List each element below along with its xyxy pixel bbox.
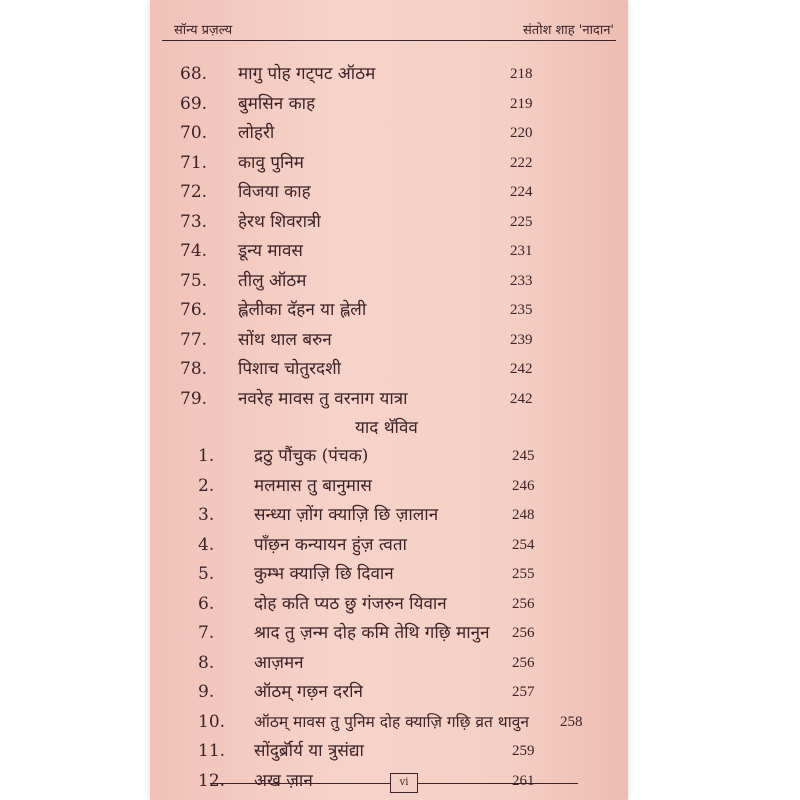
contents-list-notes bbox=[150, 442, 628, 796]
entry-title: मलमास तु बानुमास bbox=[254, 475, 372, 496]
entry-number: 6. bbox=[198, 593, 215, 614]
entry-page-number: 254 bbox=[512, 536, 535, 553]
entry-number: 69. bbox=[180, 93, 208, 114]
entry-number: 75. bbox=[180, 270, 208, 291]
entry-number: 70. bbox=[180, 123, 208, 143]
entry-title: पाँछ़न कन्यायन हुंज़ त्वता bbox=[254, 534, 407, 555]
entry-title: सोंथ थाल बरुन bbox=[238, 329, 332, 350]
contents-entry bbox=[150, 678, 628, 708]
contents-entry bbox=[150, 355, 628, 385]
entry-number: 9. bbox=[198, 682, 215, 702]
contents-entry bbox=[150, 60, 628, 90]
entry-number: 4. bbox=[198, 534, 215, 555]
entry-title: लोहरी bbox=[238, 123, 275, 143]
entry-title: दोह कति प्यठ छु गंजरुन यिवान bbox=[254, 593, 447, 614]
contents-list bbox=[150, 60, 628, 796]
header-rule bbox=[162, 40, 616, 41]
contents-entry bbox=[150, 531, 628, 561]
book-page bbox=[150, 0, 628, 800]
entry-number: 73. bbox=[180, 211, 208, 232]
contents-entry bbox=[150, 737, 628, 767]
entry-page-number: 258 bbox=[560, 713, 583, 730]
header-book-title: सॉन्य प्रज़ल्य bbox=[174, 23, 233, 38]
contents-entry bbox=[150, 708, 628, 738]
entry-page-number: 222 bbox=[510, 154, 533, 171]
entry-page-number: 218 bbox=[510, 66, 533, 82]
entry-number: 71. bbox=[180, 152, 208, 173]
entry-title: बुमसिन काह bbox=[238, 93, 316, 114]
entry-number: 11. bbox=[198, 741, 226, 761]
entry-title: सोंदुर्ब्रॉर्य या त्रुसंद्या bbox=[254, 741, 364, 761]
contents-entry bbox=[150, 442, 628, 472]
page-number: vi bbox=[390, 773, 418, 793]
contents-entry bbox=[150, 619, 628, 649]
contents-list-festivals bbox=[150, 60, 628, 414]
entry-number: 79. bbox=[180, 388, 208, 409]
entry-page-number: 239 bbox=[510, 331, 533, 348]
contents-entry bbox=[150, 178, 628, 208]
contents-entry bbox=[150, 501, 628, 531]
entry-number: 78. bbox=[180, 359, 208, 379]
entry-page-number: 242 bbox=[510, 390, 533, 407]
entry-title: ह्लेलीका दॅहन या ह्लेली bbox=[238, 300, 367, 320]
entry-page-number: 235 bbox=[510, 302, 533, 318]
entry-number: 5. bbox=[198, 564, 215, 584]
entry-title: कावु पुनिम bbox=[238, 152, 304, 173]
entry-title: अख ज़ान bbox=[254, 770, 313, 791]
entry-title: आज़मन bbox=[254, 652, 304, 673]
entry-title: कुम्भ क्याज़ि छि दिवान bbox=[254, 564, 394, 584]
contents-entry bbox=[150, 385, 628, 415]
running-header bbox=[150, 16, 628, 42]
entry-page-number: 219 bbox=[510, 95, 533, 112]
entry-page-number: 246 bbox=[512, 477, 535, 494]
contents-entry bbox=[150, 237, 628, 267]
entry-page-number: 220 bbox=[510, 125, 533, 141]
entry-page-number: 257 bbox=[512, 684, 535, 700]
entry-page-number: 245 bbox=[512, 448, 535, 464]
entry-number: 76. bbox=[180, 300, 208, 320]
contents-entry bbox=[150, 90, 628, 120]
entry-page-number: 233 bbox=[510, 272, 533, 289]
entry-title: पिशाच चोतुरदशी bbox=[238, 359, 342, 379]
contents-entry bbox=[150, 326, 628, 356]
entry-number: 68. bbox=[180, 64, 208, 84]
entry-page-number: 256 bbox=[512, 654, 535, 671]
entry-page-number: 248 bbox=[512, 507, 535, 523]
entry-title: श्राद तु ज़न्म दोह कमि तेथि गछ़ि मानुन bbox=[254, 623, 490, 643]
contents-entry bbox=[150, 560, 628, 590]
entry-page-number: 225 bbox=[510, 213, 533, 230]
entry-title: ऑठम् गछ़न दरनि bbox=[254, 682, 363, 702]
entry-page-number: 256 bbox=[512, 595, 535, 612]
entry-page-number: 231 bbox=[510, 243, 533, 259]
entry-number: 74. bbox=[180, 241, 208, 261]
entry-number: 12. bbox=[198, 770, 226, 791]
contents-entry bbox=[150, 296, 628, 326]
entry-page-number: 259 bbox=[512, 743, 535, 759]
entry-title: तीलु ऑठम bbox=[238, 270, 307, 291]
entry-number: 77. bbox=[180, 329, 208, 350]
entry-number: 3. bbox=[198, 505, 215, 525]
entry-page-number: 256 bbox=[512, 625, 535, 641]
entry-number: 1. bbox=[198, 446, 215, 466]
contents-entry bbox=[150, 472, 628, 502]
entry-number: 72. bbox=[180, 182, 208, 202]
contents-entry bbox=[150, 149, 628, 179]
header-author: संतोश शाह 'नादान' bbox=[523, 23, 614, 38]
contents-entry bbox=[150, 590, 628, 620]
entry-title: हेरथ शिवरात्री bbox=[238, 211, 321, 232]
entry-page-number: 242 bbox=[510, 361, 533, 377]
entry-number: 2. bbox=[198, 475, 215, 496]
contents-entry bbox=[150, 649, 628, 679]
contents-entry bbox=[150, 119, 628, 149]
entry-page-number: 224 bbox=[510, 184, 533, 200]
page-footer bbox=[150, 771, 628, 795]
entry-title: नवरेह मावस तु वरनाग यात्रा bbox=[238, 388, 408, 409]
contents-entry bbox=[150, 208, 628, 238]
entry-title: डून्य मावस bbox=[238, 241, 303, 261]
entry-number: 7. bbox=[198, 623, 215, 643]
entry-title: ऑठम् मावस तु पुनिम दोह क्याज़ि गछ़ि व्रत थावुन bbox=[254, 712, 529, 731]
entry-title: द्रठु पौंचुक (पंचक) bbox=[254, 446, 369, 466]
entry-number: 10. bbox=[198, 711, 226, 732]
entry-title: सन्ध्या ज़ोंग क्याज़ि छि ज़ालान bbox=[254, 505, 439, 525]
entry-title: मागु पोह गट्पट ऑठम bbox=[238, 64, 376, 84]
entry-number: 8. bbox=[198, 652, 215, 673]
entry-title: विजया काह bbox=[238, 182, 311, 202]
contents-entry bbox=[150, 267, 628, 297]
entry-page-number: 255 bbox=[512, 566, 535, 582]
entry-page-number: 261 bbox=[512, 772, 535, 789]
section-title: याद थॅविव bbox=[355, 418, 418, 438]
